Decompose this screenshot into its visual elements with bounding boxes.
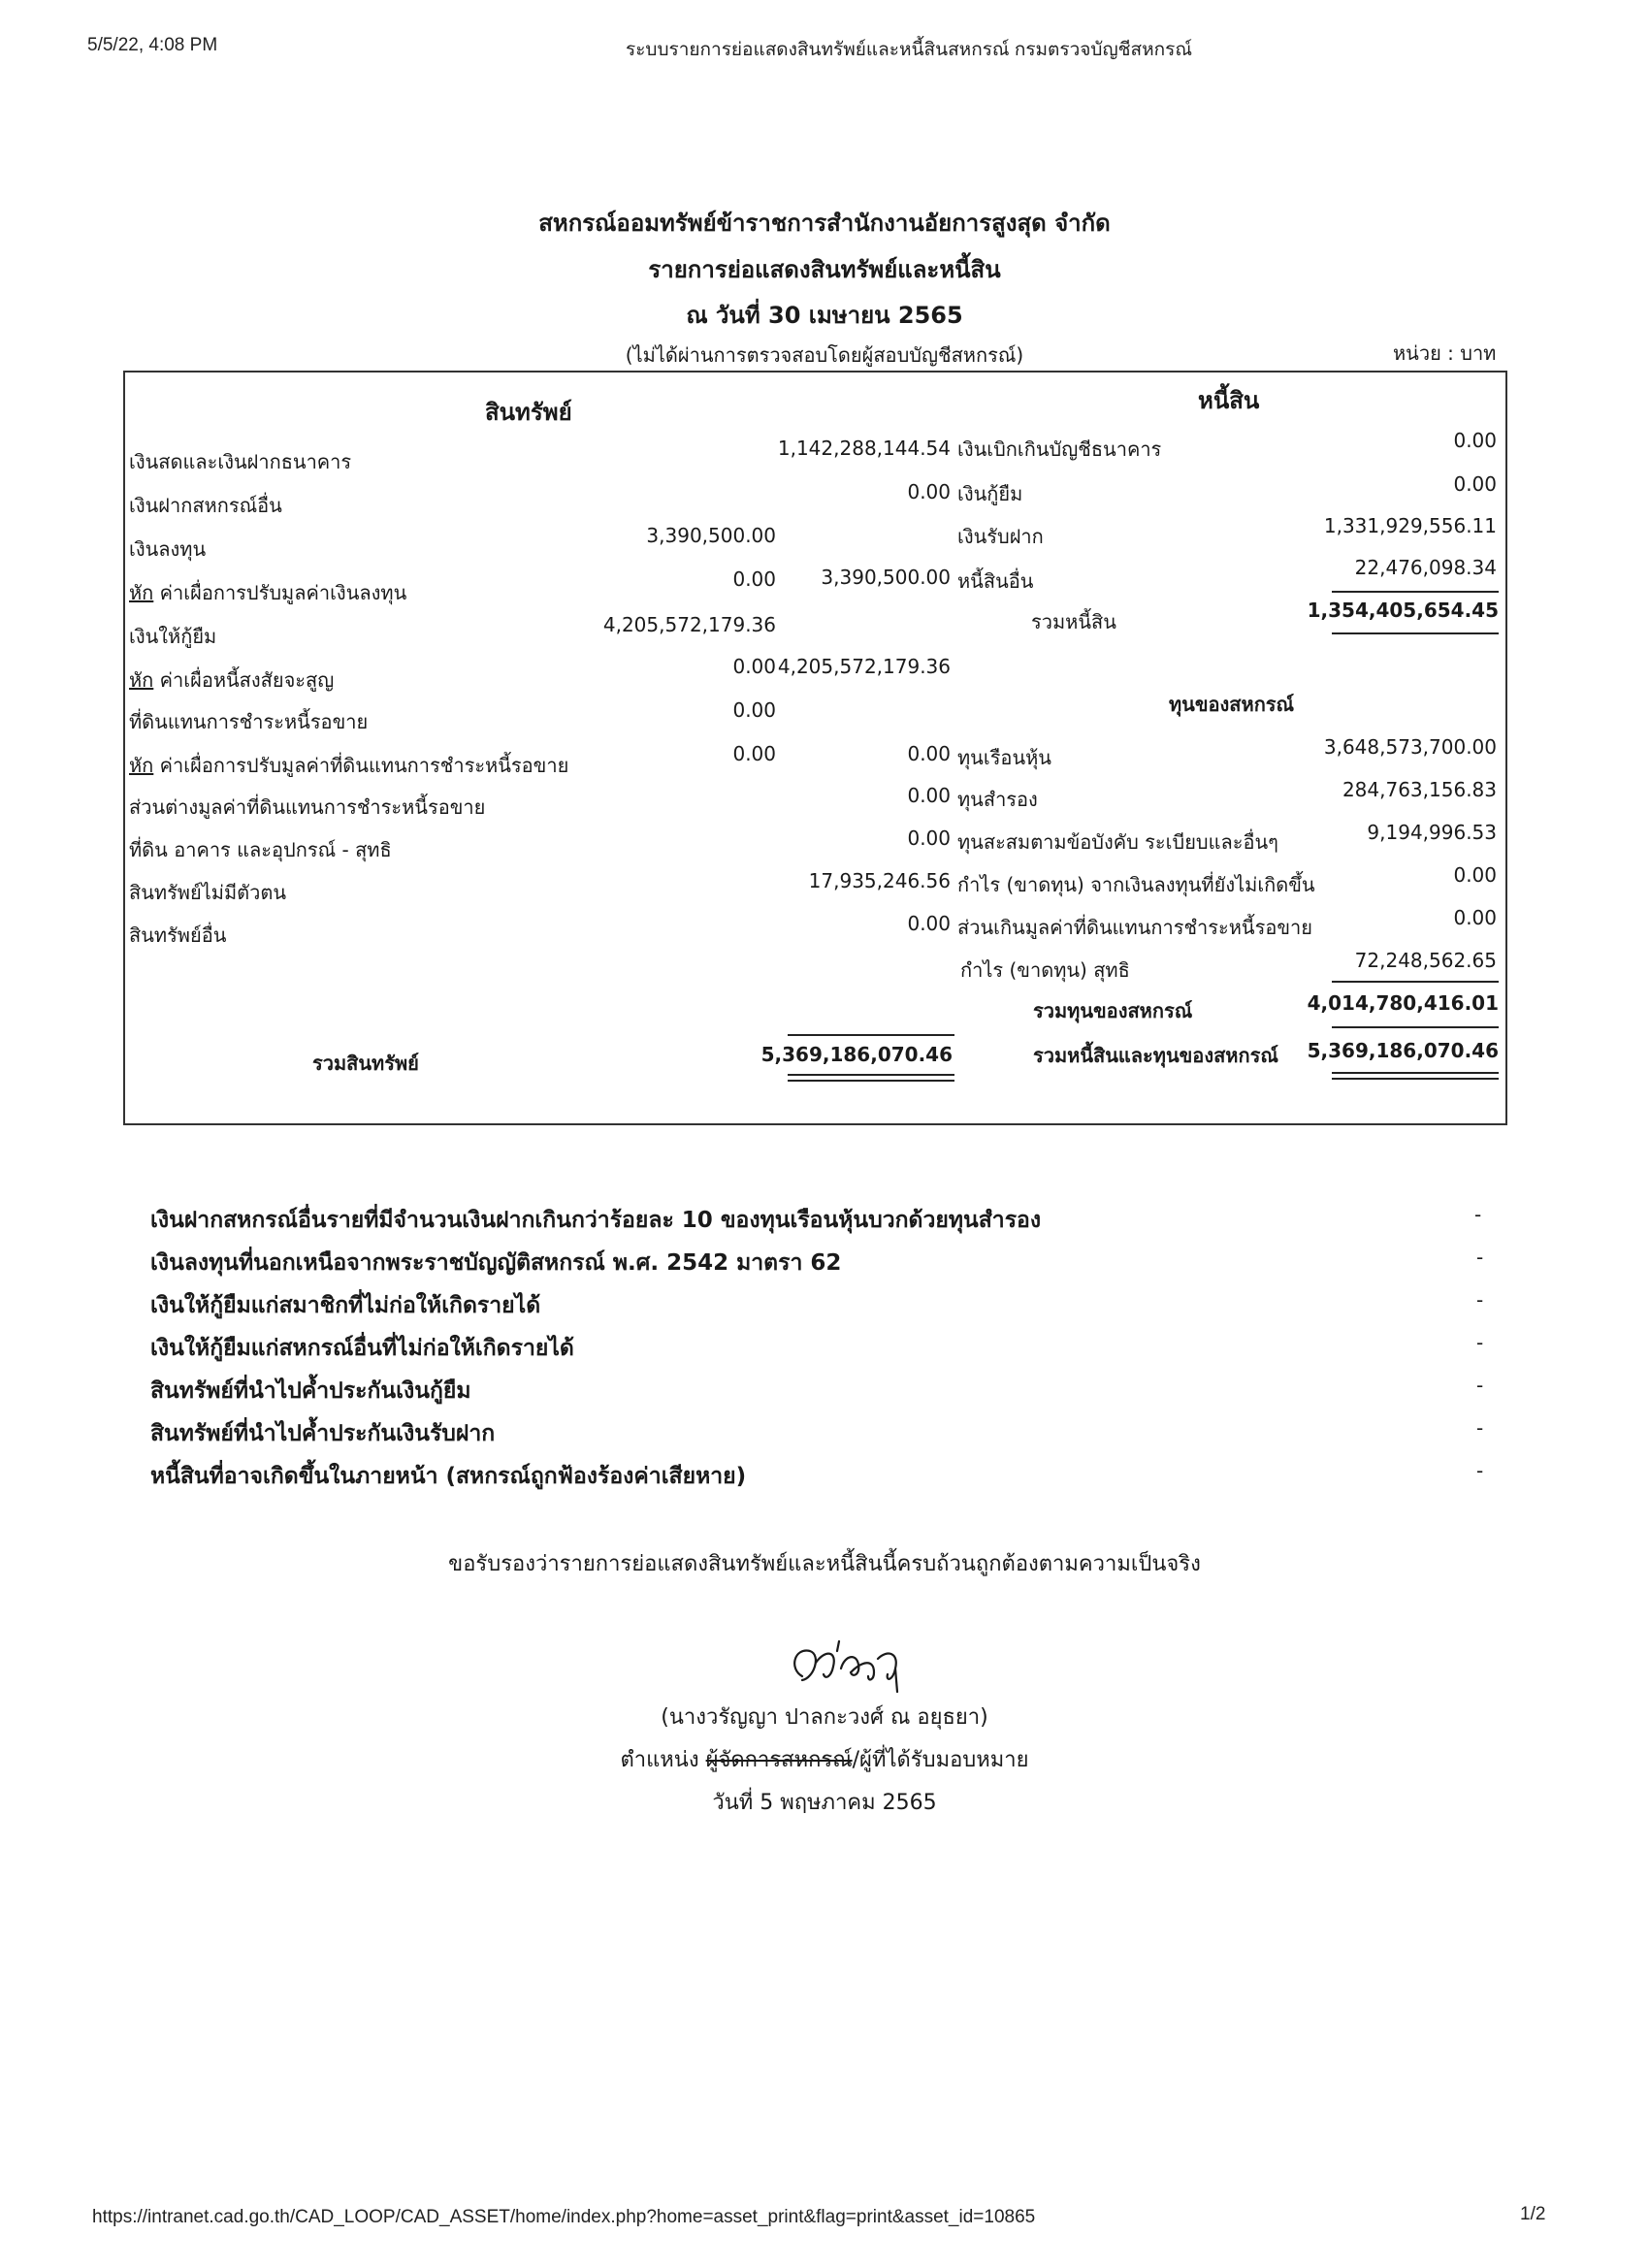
note-item: สินทรัพย์ที่นำไปค้ำประกันเงินรับฝาก bbox=[150, 1421, 496, 1446]
grand-total-double-rule-2 bbox=[1332, 1078, 1499, 1080]
equity-value-accumulated: 9,194,996.53 bbox=[1367, 821, 1497, 844]
liabilities-subtotal-rule bbox=[1332, 591, 1499, 593]
total-liabilities-value: 1,354,405,654.45 bbox=[1307, 599, 1499, 622]
note-value: - bbox=[1474, 1203, 1482, 1226]
equity-label-accumulated: ทุนสะสมตามข้อบังคับ ระเบียบและอื่นๆ bbox=[957, 830, 1278, 854]
total-assets-double-rule-2 bbox=[788, 1080, 954, 1082]
asset-total-land-diff: 0.00 bbox=[907, 784, 951, 807]
print-datetime: 5/5/22, 4:08 PM bbox=[87, 35, 218, 55]
equity-subtotal-rule bbox=[1332, 981, 1499, 983]
asset-total-ppe: 0.00 bbox=[907, 826, 951, 850]
equity-value-land-surplus: 0.00 bbox=[1453, 906, 1497, 929]
liability-label-overdraft: เงินเบิกเกินบัญชีธนาคาร bbox=[957, 437, 1162, 461]
equity-value-unrealized: 0.00 bbox=[1453, 863, 1497, 887]
audit-note: (ไม่ได้ผ่านการตรวจสอบโดยผู้สอบบัญชีสหกรณ์) bbox=[625, 343, 1024, 367]
equity-value-net-profit: 72,248,562.65 bbox=[1354, 949, 1497, 972]
total-equity-label: รวมทุนของสหกรณ์ bbox=[1033, 999, 1193, 1022]
note-item: สินทรัพย์ที่นำไปค้ำประกันเงินกู้ยืม bbox=[150, 1378, 471, 1404]
print-page-number: 1/2 bbox=[1520, 2204, 1546, 2224]
asset-total-land: 0.00 bbox=[907, 742, 951, 765]
grand-total-double-rule-1 bbox=[1332, 1072, 1499, 1074]
liability-label-borrowing: เงินกู้ยืม bbox=[957, 482, 1023, 505]
equity-value-reserve: 284,763,156.83 bbox=[1342, 778, 1497, 801]
asset-sub-investment-allowance: 0.00 bbox=[732, 567, 776, 591]
liability-value-deposits: 1,331,929,556.11 bbox=[1323, 514, 1497, 537]
total-assets-top-rule bbox=[788, 1034, 954, 1036]
deduct-label: หัก bbox=[129, 668, 154, 692]
note-value: - bbox=[1476, 1288, 1484, 1312]
liability-label-other: หนี้สินอื่น bbox=[957, 569, 1034, 593]
note-value: - bbox=[1476, 1331, 1484, 1354]
liabilities-heading: หนี้สิน bbox=[1198, 387, 1260, 414]
position-struck: ผู้จัดการสหกรณ์ bbox=[705, 1748, 853, 1772]
unit-label: หน่วย : บาท bbox=[1393, 341, 1497, 365]
liability-label-deposits: เงินรับฝาก bbox=[957, 525, 1044, 548]
equity-label-reserve: ทุนสำรอง bbox=[957, 788, 1038, 811]
note-value: - bbox=[1476, 1459, 1484, 1482]
signature bbox=[781, 1630, 926, 1701]
total-assets-label: รวมสินทรัพย์ bbox=[312, 1052, 419, 1075]
asset-label-investment: เงินลงทุน bbox=[129, 537, 207, 561]
deduct-label: หัก bbox=[129, 754, 154, 777]
asset-label-intangible: สินทรัพย์ไม่มีตัวตน bbox=[129, 881, 287, 904]
asset-label-coop-deposit: เงินฝากสหกรณ์อื่น bbox=[129, 494, 282, 517]
total-assets-value: 5,369,186,070.46 bbox=[760, 1043, 953, 1066]
equity-heading: ทุนของสหกรณ์ bbox=[1169, 693, 1295, 716]
asset-total-other: 0.00 bbox=[907, 912, 951, 935]
asset-sub-doubtful-allowance: 0.00 bbox=[732, 655, 776, 678]
org-name: สหกรณ์ออมทรัพย์ข้าราชการสำนักงานอัยการสูงสุด จำกัด bbox=[538, 210, 1111, 237]
total-liabilities-rule bbox=[1332, 632, 1499, 634]
liability-value-overdraft: 0.00 bbox=[1453, 429, 1497, 452]
signatory-position: ตำแหน่ง ผู้จัดการสหกรณ์/ผู้ที่ได้รับมอบหมาย bbox=[620, 1748, 1029, 1772]
certification-statement: ขอรับรองว่ารายการย่อแสดงสินทรัพย์และหนี้สินนี้ครบถ้วนถูกต้องตามความเป็นจริง bbox=[448, 1552, 1201, 1576]
assets-heading: สินทรัพย์ bbox=[485, 399, 572, 426]
note-value: - bbox=[1476, 1374, 1484, 1397]
asset-label-land-debt: ที่ดินแทนการชำระหนี้รอขาย bbox=[129, 710, 369, 733]
asset-label-other: สินทรัพย์อื่น bbox=[129, 923, 227, 947]
equity-label-land-surplus: ส่วนเกินมูลค่าที่ดินแทนการชำระหนี้รอขาย bbox=[957, 916, 1312, 939]
asset-sub-land-debt: 0.00 bbox=[732, 698, 776, 722]
asset-total-investment: 3,390,500.00 bbox=[821, 566, 951, 589]
total-liabilities-label: รวมหนี้สิน bbox=[1031, 610, 1116, 633]
asset-total-intangible: 17,935,246.56 bbox=[808, 869, 951, 892]
equity-label-unrealized: กำไร (ขาดทุน) จากเงินลงทุนที่ยังไม่เกิดขึ้น bbox=[957, 873, 1315, 896]
grand-total-label: รวมหนี้สินและทุนของสหกรณ์ bbox=[1033, 1044, 1278, 1067]
asset-label-ppe: ที่ดิน อาคาร และอุปกรณ์ - สุทธิ bbox=[129, 838, 392, 861]
asset-label-land-allowance: หัก ค่าเผื่อการปรับมูลค่าที่ดินแทนการชำระหนี้รอขาย bbox=[129, 754, 569, 777]
note-item: เงินลงทุนที่นอกเหนือจากพระราชบัญญัติสหกรณ์ พ.ศ. 2542 มาตรา 62 bbox=[150, 1250, 842, 1276]
asset-label-doubtful-allowance: หัก ค่าเผื่อหนี้สงสัยจะสูญ bbox=[129, 668, 335, 692]
liability-value-borrowing: 0.00 bbox=[1453, 472, 1497, 496]
note-item: เงินให้กู้ยืมแก่สมาชิกที่ไม่ก่อให้เกิดรายได้ bbox=[150, 1293, 541, 1318]
equity-label-net-profit: กำไร (ขาดทุน) สุทธิ bbox=[960, 958, 1130, 982]
asset-total-coop-deposit: 0.00 bbox=[907, 480, 951, 503]
asset-amount-loans: 4,205,572,179.36 bbox=[602, 613, 776, 636]
total-equity-rule bbox=[1332, 1026, 1499, 1028]
deduct-label: หัก bbox=[129, 581, 154, 604]
equity-value-shares: 3,648,573,700.00 bbox=[1323, 735, 1497, 759]
asset-sub-land-allowance: 0.00 bbox=[732, 742, 776, 765]
asset-total-cash: 1,142,288,144.54 bbox=[777, 437, 951, 460]
note-item: เงินให้กู้ยืมแก่สหกรณ์อื่นที่ไม่ก่อให้เกิดรายได้ bbox=[150, 1336, 574, 1361]
asset-label-land-diff: ส่วนต่างมูลค่าที่ดินแทนการชำระหนี้รอขาย bbox=[129, 795, 486, 819]
liability-value-other: 22,476,098.34 bbox=[1354, 556, 1497, 579]
report-date: ณ วันที่ 30 เมษายน 2565 bbox=[686, 302, 963, 329]
asset-label-cash: เงินสดและเงินฝากธนาคาร bbox=[129, 450, 352, 473]
certification-date: วันที่ 5 พฤษภาคม 2565 bbox=[712, 1791, 937, 1815]
grand-total-value: 5,369,186,070.46 bbox=[1307, 1039, 1499, 1062]
signatory-name: (นางวรัญญา ปาลกะวงศ์ ณ อยุธยา) bbox=[661, 1705, 988, 1730]
print-page-title: ระบบรายการย่อแสดงสินทรัพย์และหนี้สินสหกรณ์ กรมตรวจบัญชีสหกรณ์ bbox=[626, 40, 1192, 60]
note-item: เงินฝากสหกรณ์อื่นรายที่มีจำนวนเงินฝากเกินกว่าร้อยละ 10 ของทุนเรือนหุ้นบวกด้วยทุนสำรอง bbox=[150, 1208, 1042, 1233]
total-assets-double-rule-1 bbox=[788, 1074, 954, 1076]
asset-total-loans: 4,205,572,179.36 bbox=[777, 655, 951, 678]
note-value: - bbox=[1476, 1416, 1484, 1440]
note-item: หนี้สินที่อาจเกิดขึ้นในภายหน้า (สหกรณ์ถูกฟ้องร้องค่าเสียหาย) bbox=[150, 1464, 747, 1489]
report-title: รายการย่อแสดงสินทรัพย์และหนี้สิน bbox=[648, 256, 1001, 283]
asset-amount-investment: 3,390,500.00 bbox=[646, 524, 776, 547]
asset-label-loans: เงินให้กู้ยืม bbox=[129, 625, 217, 648]
total-equity-value: 4,014,780,416.01 bbox=[1307, 991, 1499, 1015]
asset-label-investment-allowance: หัก ค่าเผื่อการปรับมูลค่าเงินลงทุน bbox=[129, 581, 407, 604]
note-value: - bbox=[1476, 1246, 1484, 1269]
equity-label-shares: ทุนเรือนหุ้น bbox=[957, 746, 1051, 769]
print-url: https://intranet.cad.go.th/CAD_LOOP/CAD_ASSET/home/index.php?home=asset_print&flag=print&asset_id=10865 bbox=[92, 2207, 1036, 2227]
